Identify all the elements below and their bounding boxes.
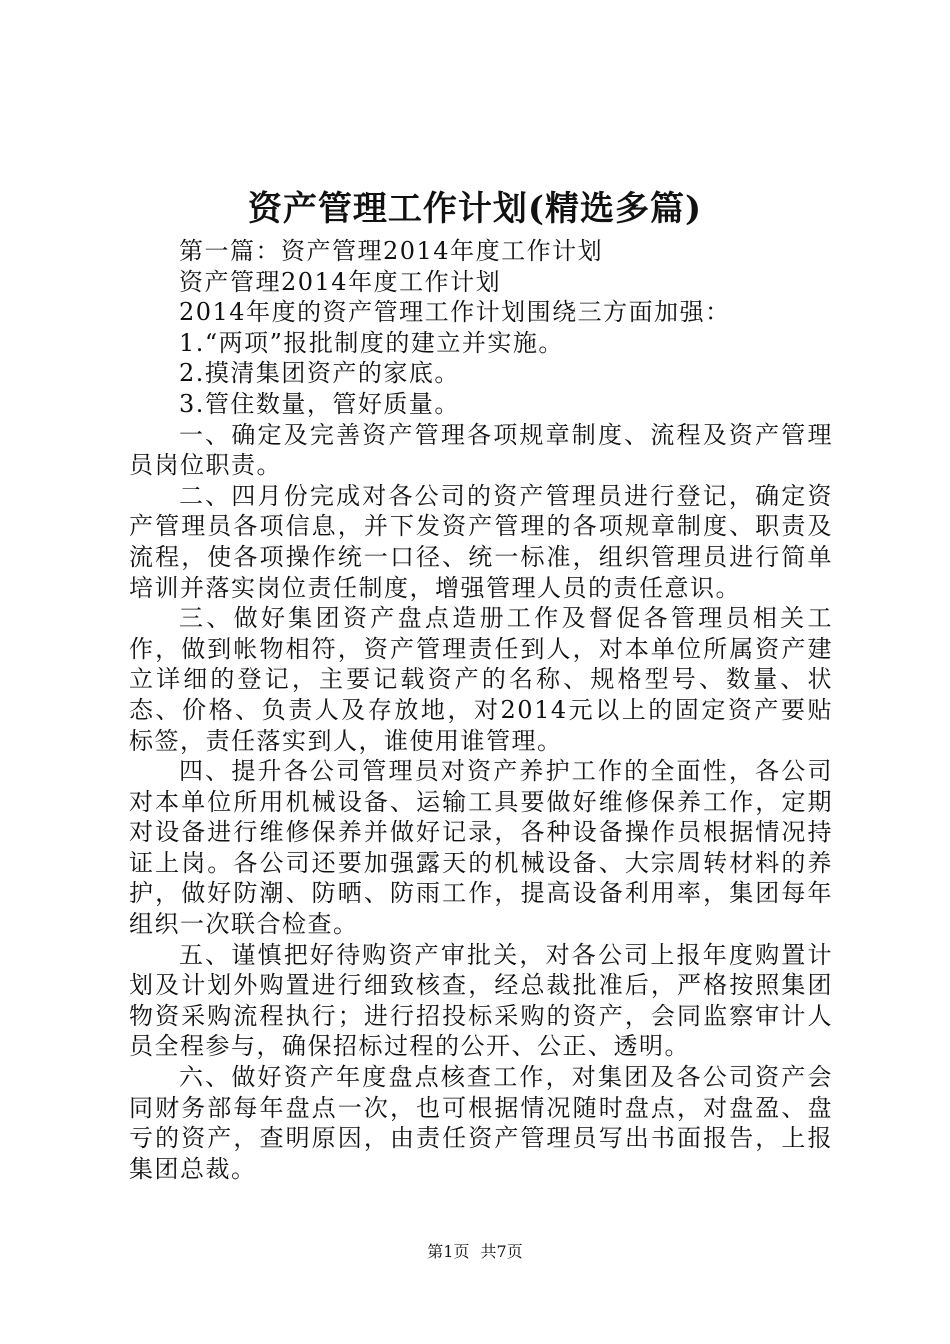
paragraph: 2014年度的资产管理工作计划围绕三方面加强： [179, 298, 731, 327]
paragraph: 第一篇：资产管理2014年度工作计划 [179, 237, 604, 265]
paragraph: 六、做好资产年度盘点核查工作，对集团及各公司资产会同财务部每年盘点一次，也可根据情况随时盘点，对盘盈、盘亏的资产，查明原因，由责任资产管理员写出书面报告，上报集团总裁。 [129, 1063, 833, 1183]
page-footer [0, 1242, 950, 1262]
document-title: 资产管理工作计划(精选多篇) [247, 189, 703, 229]
paragraph: 3.管住数量，管好质量。 [179, 389, 460, 418]
paragraph: 四、提升各公司管理员对资产养护工作的全面性，各公司对本单位所用机械设备、运输工具要做好维修保养工作，定期对设备进行维修保养并做好记录，各种设备操作员根据情况持证上岗。各公司还要加强露天的机械设备、大宗周转材料的养护，做好防潮、防晒、防雨工作，提高设备利用率，集团每年组织一次联合检查。 [129, 757, 833, 939]
paragraph: 五、谨慎把好待购资产审批关，对各公司上报年度购置计划及计划外购置进行细致核查，经总裁批准后，严格按照集团物资采购流程执行；进行招投标采购的资产，会同监察审计人员全程参与，确保招标过程的公开、公正、透明。 [129, 940, 833, 1061]
page-number: 第1页 [427, 1242, 470, 1261]
paragraph: 2.摸清集团资产的家底。 [179, 359, 460, 388]
paragraph: 资产管理2014年度工作计划 [179, 267, 502, 296]
page-total: 共7页 [480, 1242, 523, 1261]
paragraph: 二、四月份完成对各公司的资产管理员进行登记，确定资产管理员各项信息，并下发资产管理的各项规章制度、职责及流程，使各项操作统一口径、统一标准，组织管理员进行简单培训并落实岗位责任制度，增强管理人员的责任意识。 [129, 481, 833, 602]
paragraph: 一、确定及完善资产管理各项规章制度、流程及资产管理员岗位职责。 [129, 420, 833, 480]
paragraph: 1.“两项”报批制度的建立并实施。 [179, 328, 564, 357]
document-body [129, 236, 833, 1184]
paragraph: 三、做好集团资产盘点造册工作及督促各管理员相关工作，做到帐物相符，资产管理责任到人，对本单位所属资产建立详细的登记，主要记载资产的名称、规格型号、数量、状态、价格、负责人及存放地，对2014元以上的固定资产要贴标签，责任落实到人，谁使用谁管理。 [129, 604, 833, 755]
